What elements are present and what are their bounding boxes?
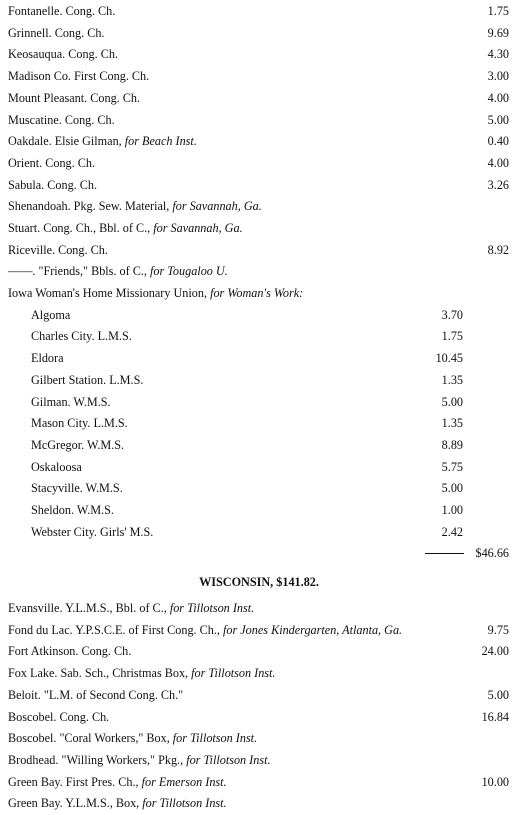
- sub-entry-row: [0, 415, 518, 432]
- entry-amount: 10.45: [435, 351, 463, 365]
- entry-row: [0, 774, 518, 791]
- entry-text-main: Fond du Lac. Y.P.S.C.E. of First Cong. Ch.,: [8, 623, 223, 637]
- entry-amount: 1.35: [441, 373, 463, 387]
- entry-amount: 5.00: [487, 113, 509, 127]
- entry-text: [8, 263, 228, 280]
- entry-text-main: Stacyville. W.M.S.: [31, 481, 123, 495]
- entry-text: [8, 198, 262, 215]
- entry-amount: 16.84: [481, 710, 509, 724]
- entry-row: [0, 752, 518, 769]
- sub-entry-row: [0, 480, 518, 497]
- entry-row: [0, 665, 518, 682]
- entry-amount: 2.42: [441, 525, 463, 539]
- entry-amount: 5.00: [441, 395, 463, 409]
- entry-text: [31, 415, 128, 432]
- entry-row: [0, 46, 518, 63]
- entry-amount: 9.69: [487, 26, 509, 40]
- entry-text-main: Orient. Cong. Ch.: [8, 156, 96, 170]
- sub-entry-row: [0, 459, 518, 476]
- entry-text-main: Muscatine. Cong. Ch.: [8, 113, 115, 127]
- entry-designation: for Tillotson Inst.: [186, 753, 271, 767]
- entry-row: [0, 709, 518, 726]
- entry-text: [8, 133, 197, 150]
- entry-text: [31, 394, 111, 411]
- entry-designation: for Savannah, Ga.: [172, 199, 262, 213]
- entry-text: [31, 502, 114, 519]
- entry-row: [0, 795, 518, 812]
- entry-row: [0, 600, 518, 617]
- entry-text: [8, 155, 95, 172]
- entry-row: [0, 643, 518, 660]
- entry-amount: 4.00: [487, 91, 509, 105]
- entry-text: [8, 220, 243, 237]
- entry-amount: 1.75: [487, 4, 509, 18]
- entry-text: [8, 774, 227, 791]
- entry-row: [0, 155, 518, 172]
- entry-text: [8, 665, 275, 682]
- entry-text: [8, 25, 104, 42]
- entry-text-main: Grinnell. Cong. Ch.: [8, 26, 105, 40]
- sub-entry-row: [0, 394, 518, 411]
- entry-text-main: Fox Lake. Sab. Sch., Christmas Box,: [8, 666, 192, 680]
- entry-text-main: Stuart. Cong. Ch., Bbl. of C.,: [8, 221, 154, 235]
- entry-text-main: McGregor. W.M.S.: [31, 438, 125, 452]
- entry-designation: for Tillotson Inst.: [191, 666, 276, 680]
- entry-amount: 10.00: [481, 775, 509, 789]
- entry-text-main: Boscobel. Cong. Ch.: [8, 710, 110, 724]
- entry-text-main: Algoma: [31, 308, 71, 322]
- entry-row: [0, 133, 518, 150]
- entry-amount: 3.00: [487, 69, 509, 83]
- entry-text-main: Gilbert Station. L.M.S.: [31, 373, 144, 387]
- entry-text: [8, 687, 183, 704]
- entry-text: [31, 307, 70, 324]
- entry-row: [0, 687, 518, 704]
- entry-text: [8, 600, 254, 617]
- entry-amount: 0.40: [487, 134, 509, 148]
- entry-row: [0, 220, 518, 237]
- sub-entry-row: [0, 307, 518, 324]
- entry-designation: for Emerson Inst.: [141, 775, 227, 789]
- entry-text-main: Sabula. Cong. Ch.: [8, 178, 98, 192]
- entry-text: [8, 643, 131, 660]
- entry-text-main: Fontanelle. Cong. Ch.: [8, 4, 116, 18]
- entry-row: [0, 198, 518, 215]
- entry-text-main: Charles City. L.M.S.: [31, 329, 132, 343]
- sub-entry-row: [0, 350, 518, 367]
- entry-row: [0, 68, 518, 85]
- sub-entry-row: [0, 372, 518, 389]
- entry-text: [8, 752, 271, 769]
- entry-text: [31, 328, 132, 345]
- entry-text: [31, 480, 123, 497]
- entry-amount: 4.30: [487, 47, 509, 61]
- entry-text: [8, 112, 115, 129]
- entry-text-main: Brodhead. "Willing Workers," Pkg.,: [8, 753, 187, 767]
- entry-designation: for Tillotson Inst.: [169, 601, 255, 615]
- entry-text-main: Boscobel. "Coral Workers," Box,: [8, 731, 173, 745]
- entry-text: [8, 730, 257, 747]
- subtotal-rule: [425, 553, 464, 554]
- entry-designation: for Tillotson Inst.: [142, 796, 227, 810]
- entry-text-main: Riceville. Cong. Ch.: [8, 243, 108, 257]
- entry-amount: 5.75: [441, 460, 463, 474]
- entry-row: [0, 622, 518, 639]
- entry-amount: 24.00: [481, 644, 509, 658]
- sub-entry-row: [0, 524, 518, 541]
- entry-text-main: Sheldon. W.M.S.: [31, 503, 114, 517]
- entry-amount: 5.00: [441, 481, 463, 495]
- entry-text: [8, 242, 108, 259]
- entry-text-main: Green Bay. Y.L.M.S., Box,: [8, 796, 143, 810]
- entry-text-main: Iowa Woman's Home Missionary Union,: [8, 286, 211, 300]
- entry-row: [0, 730, 518, 747]
- entry-row: [0, 177, 518, 194]
- entry-text-main: Evansville. Y.L.M.S., Bbl. of C.,: [8, 601, 170, 615]
- entry-text-main: Webster City. Girls' M.S.: [31, 525, 154, 539]
- entry-text-main: Green Bay. First Pres. Ch.,: [8, 775, 142, 789]
- entry-text: [8, 285, 303, 302]
- entry-row: [0, 285, 518, 302]
- entry-designation: for Tillotson Inst.: [172, 731, 258, 745]
- entry-amount: 1.00: [441, 503, 463, 517]
- entry-designation: for Beach Inst.: [124, 134, 197, 148]
- entry-text-main: Mount Pleasant. Cong. Ch.: [8, 91, 141, 105]
- entry-text-main: Mason City. L.M.S.: [31, 416, 128, 430]
- entry-text: [31, 350, 64, 367]
- entry-row: [0, 263, 518, 280]
- entry-text: [31, 524, 153, 541]
- entry-text: [31, 459, 82, 476]
- entry-text-main: Beloit. "L.M. of Second Cong. Ch.": [8, 688, 184, 702]
- sub-entry-row: [0, 328, 518, 345]
- entry-text-main: Madison Co. First Cong. Ch.: [8, 69, 150, 83]
- entry-text-main: Shenandoah. Pkg. Sew. Material,: [8, 199, 173, 213]
- entry-text: [8, 3, 115, 20]
- entry-amount: 9.75: [487, 623, 509, 637]
- entry-amount: 5.00: [487, 688, 509, 702]
- entry-amount: 3.26: [487, 178, 509, 192]
- entry-amount: 8.92: [487, 243, 509, 257]
- entry-text-main: Oakdale. Elsie Gilman,: [8, 134, 125, 148]
- entry-text: [31, 372, 143, 389]
- entry-text-main: Oskaloosa: [31, 460, 82, 474]
- entry-designation: for Tougaloo U.: [150, 264, 228, 278]
- entry-row: [0, 242, 518, 259]
- entry-text-main: Gilman. W.M.S.: [31, 395, 111, 409]
- entry-text-main: ——. "Friends," Bbls. of C.,: [8, 264, 150, 278]
- entry-amount: 1.35: [441, 416, 463, 430]
- entry-row: [0, 90, 518, 107]
- entry-text: [8, 68, 149, 85]
- entry-text: [8, 90, 140, 107]
- entry-amount: 8.89: [441, 438, 463, 452]
- entry-text: [8, 709, 109, 726]
- entry-text: [31, 437, 124, 454]
- entry-row: [0, 25, 518, 42]
- entry-text: [8, 622, 402, 639]
- entry-amount: 4.00: [487, 156, 509, 170]
- entry-amount: 3.70: [441, 308, 463, 322]
- entry-row: [0, 3, 518, 20]
- sub-entry-row: [0, 437, 518, 454]
- entry-text: [8, 177, 97, 194]
- entry-designation: for Woman's Work:: [210, 286, 304, 300]
- entry-text: [8, 46, 118, 63]
- entry-designation: for Savannah, Ga.: [153, 221, 243, 235]
- entry-text-main: Fort Atkinson. Cong. Ch.: [8, 644, 132, 658]
- subtotal-amount: $46.66: [475, 546, 509, 560]
- entry-designation: for Jones Kindergarten, Atlanta, Ga.: [223, 623, 403, 637]
- entry-text: [8, 795, 227, 812]
- subtotal-row: [0, 545, 518, 562]
- entry-amount: 1.75: [441, 329, 463, 343]
- sub-entry-row: [0, 502, 518, 519]
- section-heading: WISCONSIN, $141.82.: [199, 575, 319, 589]
- entry-text-main: Eldora: [31, 351, 64, 365]
- entry-text-main: Keosauqua. Cong. Ch.: [8, 47, 119, 61]
- entry-row: [0, 112, 518, 129]
